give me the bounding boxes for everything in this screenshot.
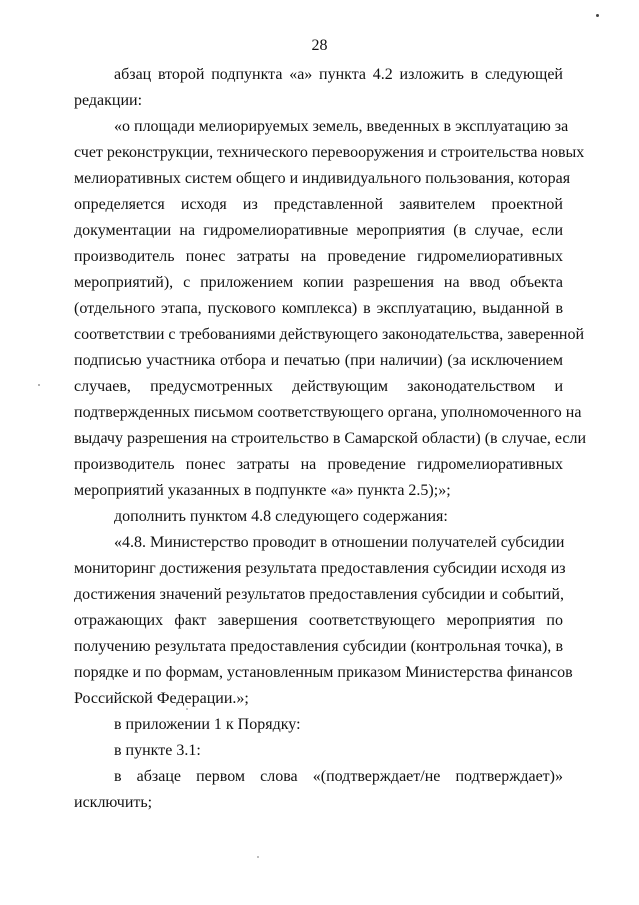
text-line: достижения значений результатов предоставления субсидии и событий,: [74, 586, 564, 603]
text-line: «о площади мелиорируемых земель, введенных в эксплуатацию за: [114, 118, 569, 135]
text-line: в пункте 3.1:: [114, 742, 201, 759]
text-line: «4.8. Министерство проводит в отношении получателей субсидии: [114, 534, 565, 551]
text-line: Российской Федерации.»;: [74, 690, 249, 707]
text-line: в приложении 1 к Порядку:: [114, 716, 301, 733]
text-line: мероприятий указанных в подпункте «а» пункта 2.5);»;: [74, 482, 451, 499]
paragraph-land-area-wording: [74, 114, 587, 504]
text-line: документации на гидромелиоративные мероприятия (в случае, если: [74, 222, 563, 239]
paragraph-add-clause-4-8: [74, 504, 563, 530]
text-line: подтвержденных письмом соответствующего органа, уполномоченного на: [74, 404, 582, 421]
scan-speck: [186, 708, 188, 710]
scan-speck: [257, 856, 259, 858]
paragraph-subclause-4-2-intro: [74, 62, 563, 114]
text-line: абзац второй подпункта «а» пункта 4.2 изложить в следующей: [114, 66, 563, 83]
text-line: исключить;: [74, 794, 153, 811]
text-line: производитель понес затраты на проведение гидромелиоративных: [74, 248, 563, 265]
page-number: 28: [311, 37, 328, 54]
text-line: выдачу разрешения на строительство в Самарской области) (в случае, если: [74, 430, 587, 447]
scan-speck: [596, 14, 599, 17]
text-line: случаев, предусмотренных действующим законодательством и: [74, 378, 563, 395]
text-line: мероприятий), с приложением копии разрешения на ввод объекта: [74, 274, 563, 291]
text-line: в абзаце первом слова «(подтверждает/не подтверждает)»: [114, 768, 563, 785]
paragraph-point-3-1: [74, 738, 563, 764]
text-line: порядке и по формам, установленным приказом Министерства финансов: [74, 664, 573, 681]
paragraph-clause-4-8-text: [74, 530, 573, 712]
paragraph-exclude-words: [74, 764, 563, 816]
scan-speck: [38, 384, 40, 386]
text-line: (отдельного этапа, пускового комплекса) в эксплуатацию, выданной в: [74, 300, 563, 317]
document-body: [74, 62, 587, 816]
text-line: получению результата предоставления субсидии (контрольная точка), в: [74, 638, 563, 655]
text-line: счет реконструкции, технического перевооружения и строительства новых: [74, 144, 585, 161]
text-line: мелиоративных систем общего и индивидуального пользования, которая: [74, 170, 571, 187]
text-line: редакции:: [74, 92, 143, 109]
text-line: отражающих факт завершения соответствующего мероприятия по: [74, 612, 563, 629]
text-line: определяется исходя из представленной заявителем проектной: [74, 196, 563, 213]
text-line: соответствии с требованиями действующего законодательства, заверенной: [74, 326, 584, 343]
paragraph-appendix-1: [74, 712, 563, 738]
text-line: мониторинг достижения результата предоставления субсидии исходя из: [74, 560, 566, 577]
text-line: подписью участника отбора и печатью (при наличии) (за исключением: [74, 352, 563, 369]
text-line: дополнить пунктом 4.8 следующего содержания:: [114, 508, 448, 525]
text-line: производитель понес затраты на проведение гидромелиоративных: [74, 456, 563, 473]
